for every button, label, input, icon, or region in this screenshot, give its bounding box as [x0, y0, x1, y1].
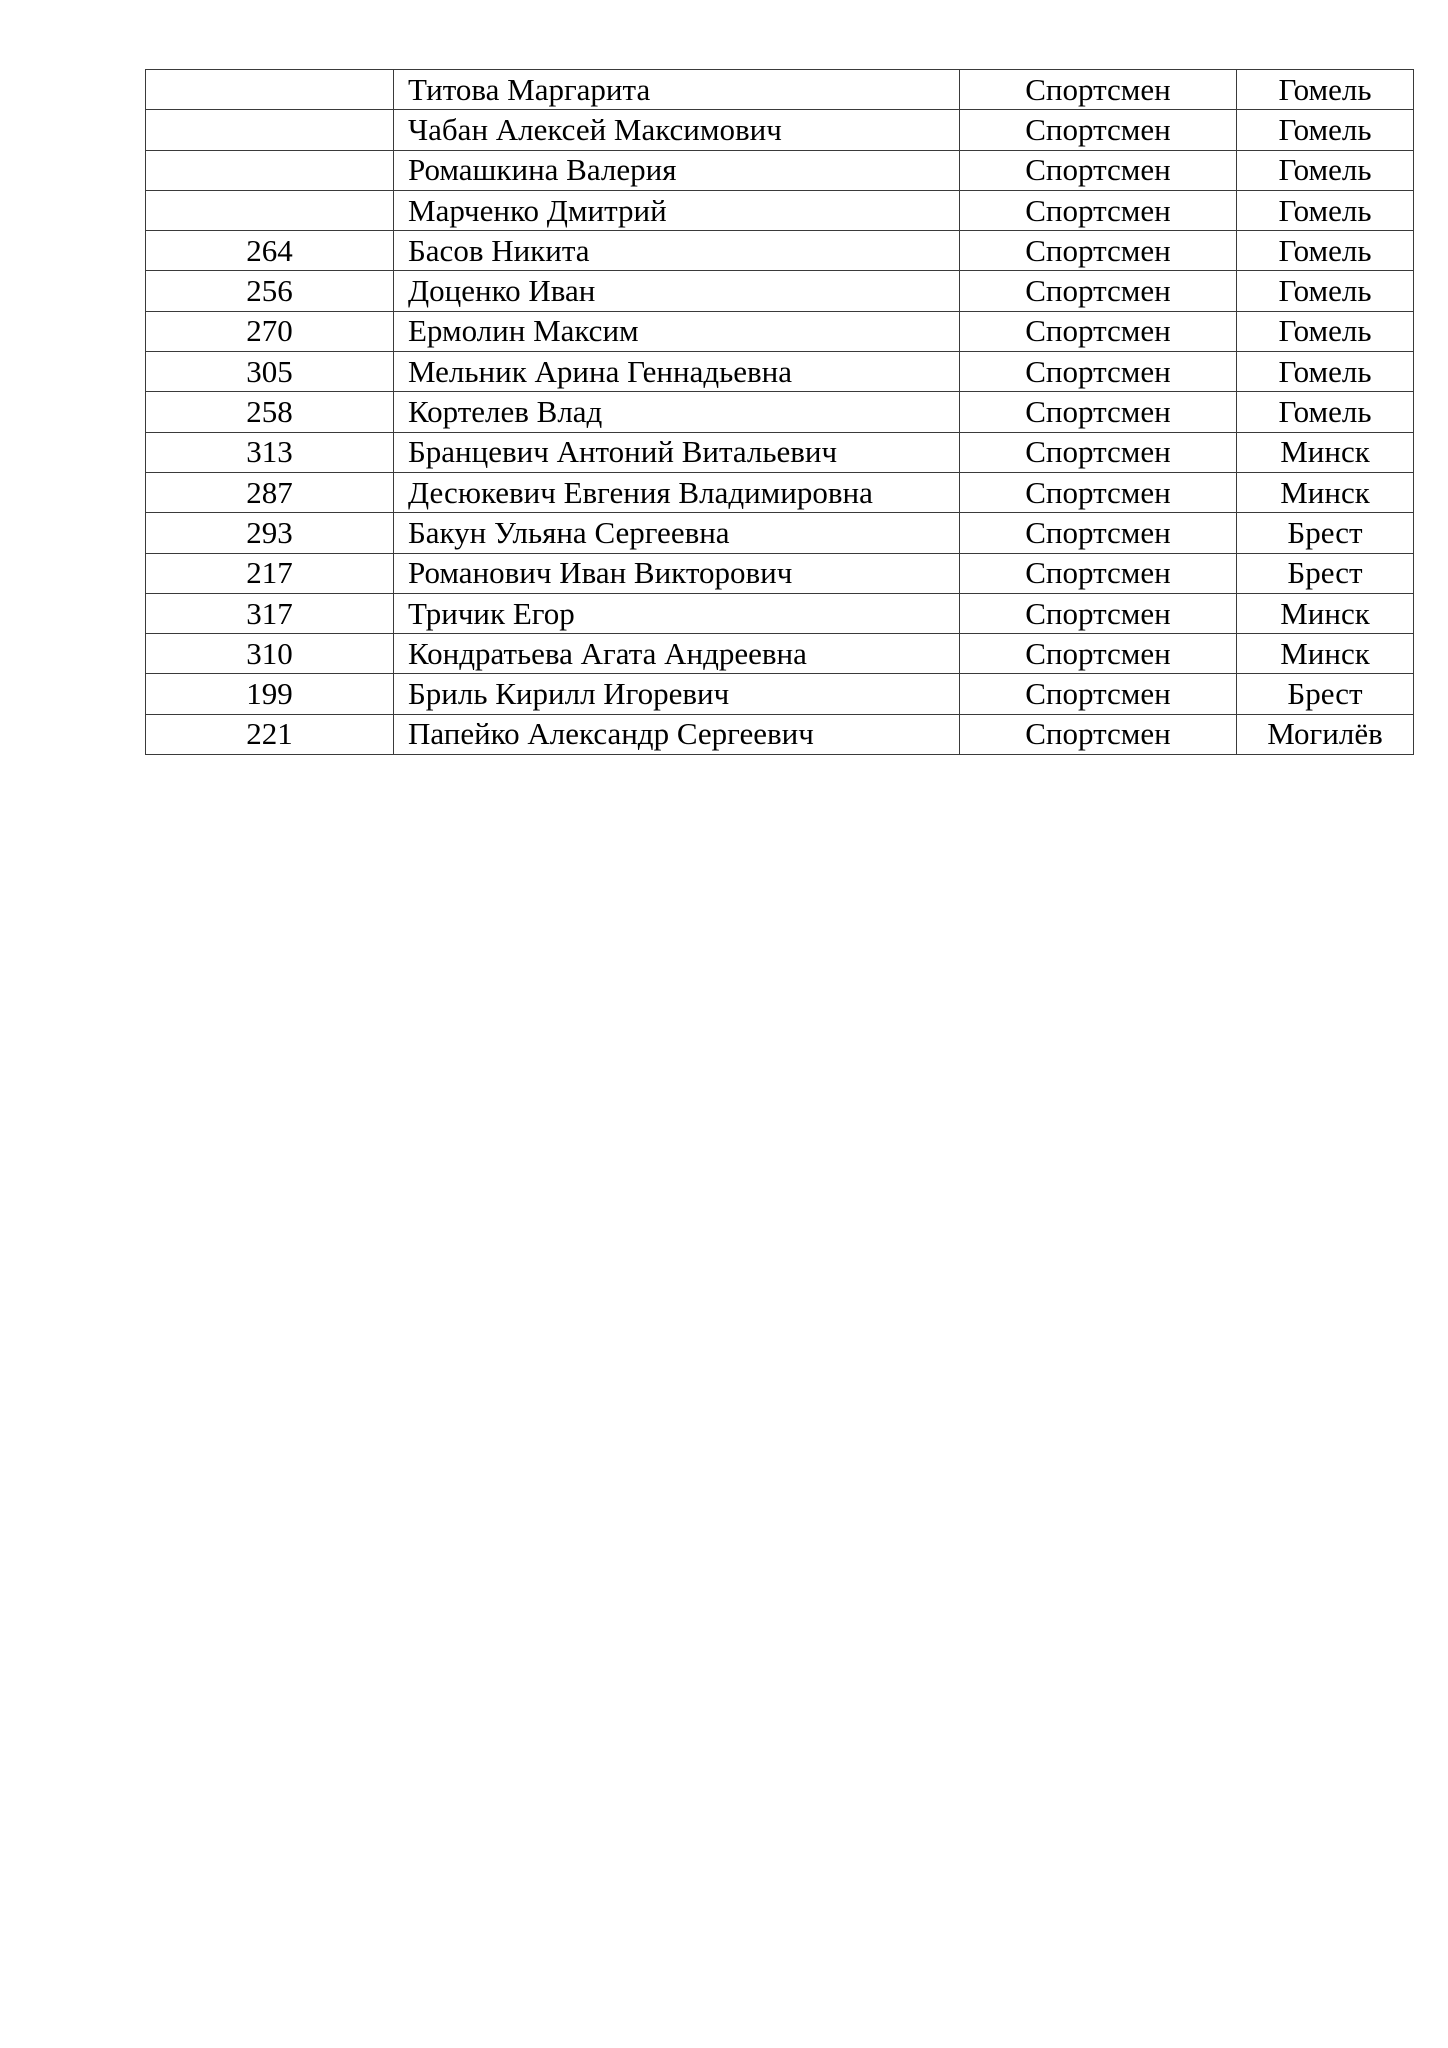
table-row [146, 553, 1414, 593]
participant-name: Кортелев Влад [394, 392, 960, 432]
table-row [146, 110, 1414, 150]
participant-city: Гомель [1237, 110, 1414, 150]
participant-number: 293 [146, 513, 394, 553]
participant-name: Кондратьева Агата Андреевна [394, 634, 960, 674]
participant-number: 287 [146, 472, 394, 512]
table-row [146, 231, 1414, 271]
participant-role: Спортсмен [960, 472, 1237, 512]
participant-number: 270 [146, 311, 394, 351]
participant-number [146, 150, 394, 190]
table-row [146, 392, 1414, 432]
table-row [146, 472, 1414, 512]
participant-number [146, 110, 394, 150]
participant-role: Спортсмен [960, 593, 1237, 633]
participant-number: 305 [146, 352, 394, 392]
participant-role: Спортсмен [960, 150, 1237, 190]
table-row [146, 311, 1414, 351]
participant-role: Спортсмен [960, 634, 1237, 674]
participant-city: Брест [1237, 553, 1414, 593]
participants-table [145, 69, 1414, 755]
table-row [146, 352, 1414, 392]
participant-role: Спортсмен [960, 110, 1237, 150]
participant-city: Брест [1237, 513, 1414, 553]
participant-number: 317 [146, 593, 394, 633]
participant-role: Спортсмен [960, 513, 1237, 553]
table-row [146, 150, 1414, 190]
participant-name: Марченко Дмитрий [394, 190, 960, 230]
participant-number: 199 [146, 674, 394, 714]
participant-city: Гомель [1237, 231, 1414, 271]
participant-city: Минск [1237, 472, 1414, 512]
participant-name: Бранцевич Антоний Витальевич [394, 432, 960, 472]
participant-name: Бриль Кирилл Игоревич [394, 674, 960, 714]
participant-city: Гомель [1237, 352, 1414, 392]
participant-name: Десюкевич Евгения Владимировна [394, 472, 960, 512]
participant-role: Спортсмен [960, 352, 1237, 392]
participant-number [146, 190, 394, 230]
participant-role: Спортсмен [960, 271, 1237, 311]
participant-name: Басов Никита [394, 231, 960, 271]
participant-name: Тричик Егор [394, 593, 960, 633]
participant-role: Спортсмен [960, 231, 1237, 271]
table-row [146, 432, 1414, 472]
table-row [146, 190, 1414, 230]
participant-name: Ромашкина Валерия [394, 150, 960, 190]
participant-number: 217 [146, 553, 394, 593]
participant-name: Папейко Александр Сергеевич [394, 714, 960, 754]
table-row [146, 634, 1414, 674]
participant-role: Спортсмен [960, 311, 1237, 351]
participant-city: Минск [1237, 593, 1414, 633]
participant-number: 310 [146, 634, 394, 674]
participant-city: Гомель [1237, 70, 1414, 110]
participant-role: Спортсмен [960, 714, 1237, 754]
table-row [146, 674, 1414, 714]
participant-role: Спортсмен [960, 190, 1237, 230]
participant-city: Гомель [1237, 150, 1414, 190]
table-row [146, 513, 1414, 553]
participant-city: Гомель [1237, 392, 1414, 432]
participant-city: Могилёв [1237, 714, 1414, 754]
participant-number [146, 70, 394, 110]
participant-city: Гомель [1237, 190, 1414, 230]
participant-city: Гомель [1237, 311, 1414, 351]
participant-name: Ермолин Максим [394, 311, 960, 351]
participant-city: Минск [1237, 634, 1414, 674]
participant-number: 221 [146, 714, 394, 754]
participant-name: Мельник Арина Геннадьевна [394, 352, 960, 392]
participant-number: 258 [146, 392, 394, 432]
participant-number: 256 [146, 271, 394, 311]
participant-name: Чабан Алексей Максимович [394, 110, 960, 150]
participant-city: Гомель [1237, 271, 1414, 311]
participant-name: Бакун Ульяна Сергеевна [394, 513, 960, 553]
participant-role: Спортсмен [960, 553, 1237, 593]
participant-city: Брест [1237, 674, 1414, 714]
table-row [146, 70, 1414, 110]
participant-role: Спортсмен [960, 674, 1237, 714]
table-row [146, 714, 1414, 754]
table-row [146, 271, 1414, 311]
participant-name: Титова Маргарита [394, 70, 960, 110]
participant-city: Минск [1237, 432, 1414, 472]
participant-number: 313 [146, 432, 394, 472]
participant-number: 264 [146, 231, 394, 271]
participant-name: Доценко Иван [394, 271, 960, 311]
participant-name: Романович Иван Викторович [394, 553, 960, 593]
participant-role: Спортсмен [960, 432, 1237, 472]
table-row [146, 593, 1414, 633]
participant-role: Спортсмен [960, 70, 1237, 110]
participant-role: Спортсмен [960, 392, 1237, 432]
